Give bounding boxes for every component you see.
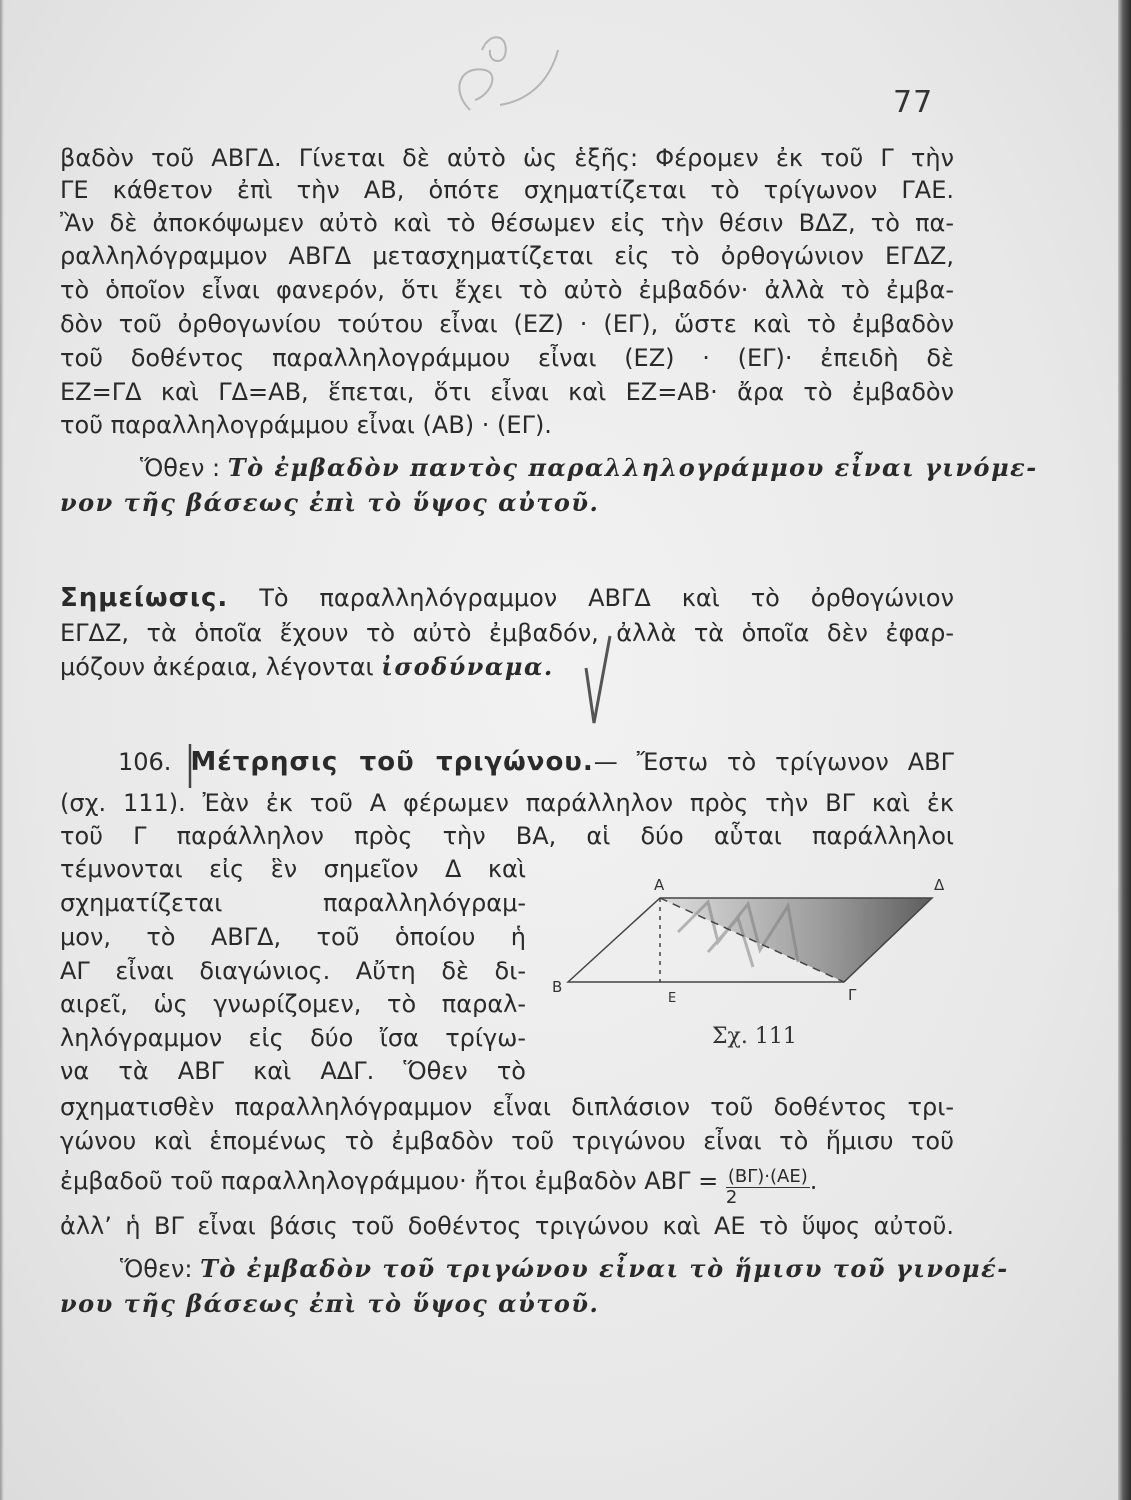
section-line: να τὰ ΑΒΓ καὶ ΑΔΓ. Ὅθεν τὸ bbox=[60, 1057, 526, 1085]
text-line: ΓΕ κάθετον ἐπὶ τὴν ΑΒ, ὁπότε σχηματίζεται τὸ τρίγωνον ΓΑΕ. bbox=[60, 176, 954, 204]
theorem-line bbox=[60, 1253, 1009, 1285]
section-line: αιρεῖ, ὡς γνωρίζομεν, τὸ παραλ- bbox=[60, 990, 526, 1018]
section-line: ληλόγραμμον εἰς δύο ἴσα τρίγω- bbox=[60, 1024, 526, 1052]
section-line: ἀλλ’ ἡ ΒΓ εἶναι βάσις τοῦ δοθέντος τριγώνου καὶ ΑΕ τὸ ὕψος αὐτοῦ. bbox=[60, 1212, 954, 1240]
text-line: τοῦ παραλληλογράμμου εἶναι (ΑΒ) · (ΕΓ). bbox=[60, 411, 552, 439]
note-line: ΕΓΔΖ, τὰ ὁποῖα ἔχουν τὸ αὐτὸ ἐμβαδόν, ἀλλὰ τὰ ὁποῖα δὲν ἐφαρ- bbox=[60, 619, 954, 647]
theorem-line: νου τῆς βάσεως ἐπὶ τὸ ὕψος αὐτοῦ. bbox=[60, 1289, 600, 1318]
section-line: σχηματίζεται παραλληλόγραμ- bbox=[60, 889, 526, 917]
theorem-line: νον τῆς βάσεως ἐπὶ τὸ ὕψος αὐτοῦ. bbox=[60, 488, 600, 517]
section-line: γώνου καὶ ἑπομένως τὸ ἐμβαδὸν τοῦ τριγώνου εἶναι τὸ ἥμισυ τοῦ bbox=[60, 1127, 954, 1155]
pencil-scribble bbox=[430, 10, 570, 120]
note-term: ἰσοδύναμα. bbox=[381, 652, 554, 681]
formula-text: ἐμβαδοῦ τοῦ παραλληλογράμμου· ἤτοι ἐμβαδὸν ΑΒΓ = bbox=[60, 1167, 726, 1195]
theorem-text: Τὸ ἐμβαδὸν τοῦ τριγώνου εἶναι τὸ ἥμισυ τοῦ γινομέ- bbox=[200, 1254, 1009, 1283]
theorem-line bbox=[60, 452, 1038, 484]
label-G: Γ bbox=[848, 986, 857, 1004]
formula-fraction bbox=[726, 1167, 810, 1208]
figure-parallelogram bbox=[548, 872, 968, 1022]
label-A: Α bbox=[654, 876, 665, 894]
text-line: βαδὸν τοῦ ΑΒΓΔ. Γίνεται δὲ αὐτὸ ὡς ἑξῆς: Φέρομεν ἐκ τοῦ Γ τὴν bbox=[60, 144, 954, 172]
section-text: — Ἔστω τὸ τρίγωνον ΑΒΓ bbox=[593, 748, 954, 776]
text-line: δὸν τοῦ ὀρθογωνίου τούτου εἶναι (ΕΖ) · (ΕΓ), ὥστε καὶ τὸ ἐμβαδὸν bbox=[60, 310, 954, 338]
page-right-edge bbox=[1118, 0, 1131, 1500]
figure-caption: Σχ. 111 bbox=[712, 1024, 797, 1049]
section-line: μον, τὸ ΑΒΓΔ, τοῦ ὁποίου ἡ bbox=[60, 923, 526, 951]
text-line: τοῦ δοθέντος παραλληλογράμμου εἶναι (ΕΖ) · (ΕΓ)· ἐπειδὴ δὲ bbox=[60, 344, 954, 372]
section-line: ΑΓ εἶναι διαγώνιος. Αὔτη δὲ δι- bbox=[60, 957, 526, 985]
formula-numerator: (ΒΓ)·(ΑΕ) bbox=[727, 1166, 808, 1187]
pencil-bracket bbox=[186, 742, 196, 792]
formula-denominator: 2 bbox=[725, 1187, 738, 1208]
pencil-checkmark bbox=[580, 628, 620, 728]
section-line: σχηματισθὲν παραλληλόγραμμον εἶναι διπλάσιον τοῦ δοθέντος τρι- bbox=[60, 1093, 954, 1121]
formula-line bbox=[60, 1165, 954, 1208]
label-E: Ε bbox=[668, 991, 677, 1006]
text-line: τὸ ὁποῖον εἶναι φανερόν, ὅτι ἔχει τὸ αὐτὸ ἐμβαδόν· ἀλλὰ τὸ ἐμβα- bbox=[60, 276, 954, 304]
text-line: Ἂν δὲ ἀποκόψωμεν αὐτὸ καὶ τὸ θέσωμεν εἰς τὴν θέσιν ΒΔΖ, τὸ πα- bbox=[60, 209, 954, 237]
theorem-text: Τὸ ἐμβαδὸν παντὸς παραλληλογράμμου εἶναι γινόμε- bbox=[227, 453, 1038, 482]
section-number: 106. bbox=[118, 748, 172, 776]
section-heading: Μέτρησις τοῦ τριγώνου. bbox=[190, 747, 594, 777]
note-line bbox=[60, 651, 954, 683]
label-B: Β bbox=[552, 978, 563, 996]
formula-end: . bbox=[809, 1167, 818, 1195]
theorem-lead: Ὅθεν : bbox=[140, 454, 228, 482]
section-line: (σχ. 111). Ἐὰν ἐκ τοῦ Α φέρωμεν παράλληλον πρὸς τὴν ΒΓ καὶ ἐκ bbox=[60, 789, 954, 817]
section-line: τέμνονται εἰς ἓν σημεῖον Δ καὶ bbox=[60, 855, 526, 883]
theorem-lead: Ὅθεν: bbox=[120, 1255, 201, 1283]
note-line bbox=[60, 582, 954, 614]
section-line: τοῦ Γ παράλληλον πρὸς τὴν ΒΑ, αἱ δύο αὗται παράλληλοι bbox=[60, 822, 954, 850]
text-line: ΕΖ=ΓΔ καὶ ΓΔ=ΑΒ, ἕπεται, ὅτι εἶναι καὶ ΕΖ=ΑΒ· ἄρα τὸ ἐμβαδὸν bbox=[60, 378, 954, 406]
note-text: μόζουν ἀκέραια, λέγονται bbox=[60, 653, 382, 681]
text-line: ραλληλόγραμμον ΑΒΓΔ μετασχηματίζεται εἰς τὸ ὀρθογώνιον ΕΓΔΖ, bbox=[60, 242, 954, 270]
note-heading: Σημείωσις. bbox=[60, 583, 229, 613]
label-D: Δ bbox=[934, 876, 945, 894]
page-left-edge bbox=[0, 0, 4, 1500]
page-number: 77 bbox=[893, 85, 934, 120]
note-text: Τὸ παραλληλόγραμμον ΑΒΓΔ καὶ τὸ ὀρθογώνιον bbox=[228, 584, 954, 612]
